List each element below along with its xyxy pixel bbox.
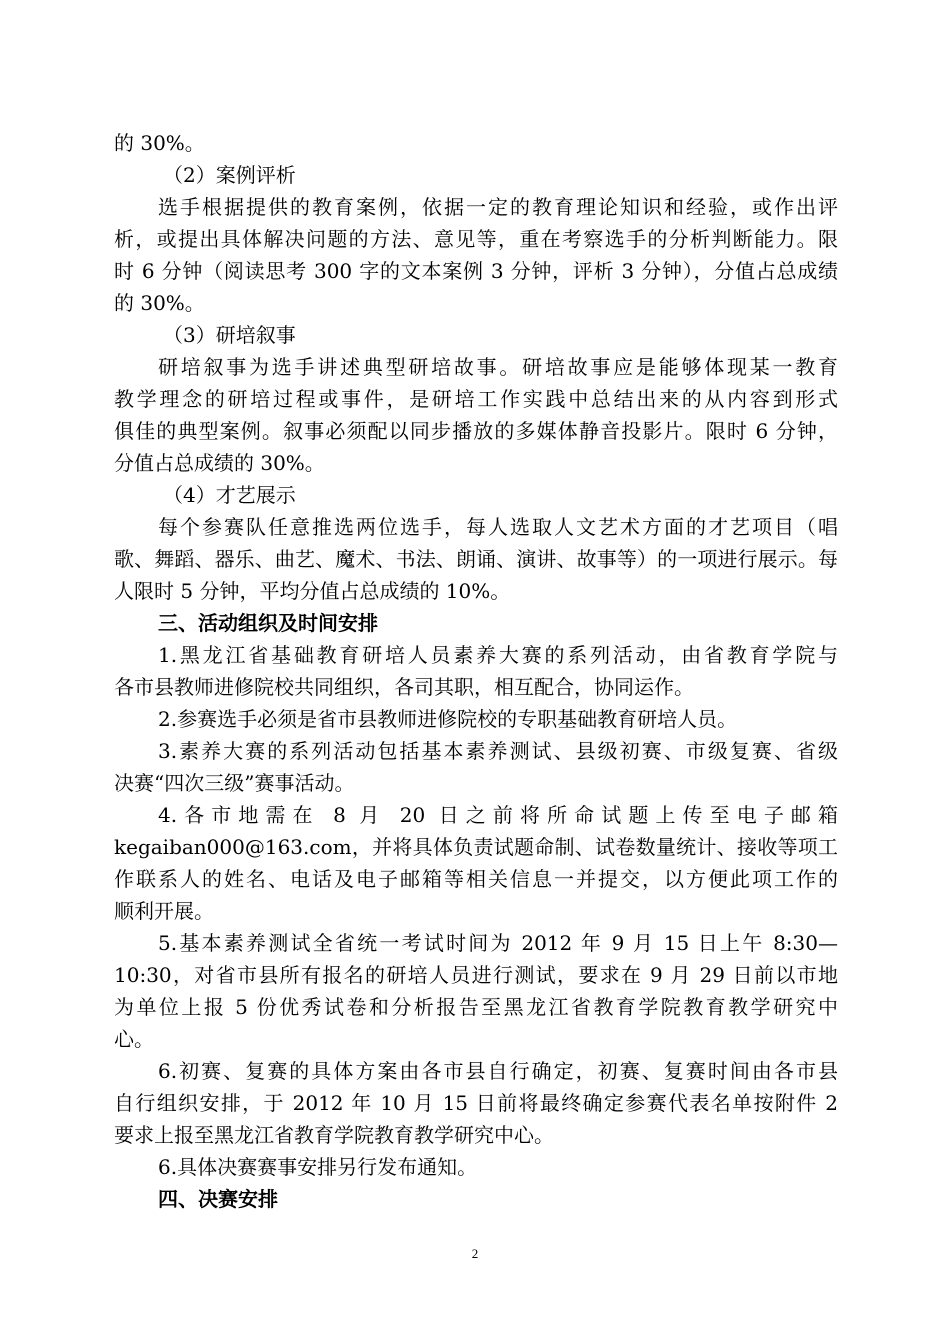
section-heading-organization: 三、活动组织及时间安排: [158, 611, 378, 635]
subheading-talent-show: （4）才艺展示: [163, 483, 296, 507]
paragraph-line: 心。: [114, 1027, 154, 1051]
subheading-narrative: （3）研培叙事: [163, 323, 296, 347]
paragraph-line: 人限时 5 分钟，平均分值占总成绩的 10%。: [114, 579, 511, 603]
paragraph-line: 自行组织安排，于 2012 年 10 月 15 日前将最终确定参赛代表名单按附件 2: [114, 1091, 838, 1115]
paragraph-line: 决赛“四次三级”赛事活动。: [114, 771, 355, 795]
paragraph-line: 每个参赛队任意推选两位选手，每人选取人文艺术方面的才艺项目（唱: [158, 515, 838, 539]
paragraph-line: 的 30%。: [114, 291, 205, 315]
paragraph-line: 选手根据提供的教育案例，依据一定的教育理论知识和经验，或作出评: [158, 195, 838, 219]
paragraph-line: 的 30%。: [114, 131, 205, 155]
paragraph-line: 4.各市地需在 8 月 20 日之前将所命试题上传至电子邮箱: [158, 803, 838, 827]
paragraph-line: 歌、舞蹈、器乐、曲艺、魔术、书法、朗诵、演讲、故事等）的一项进行展示。每: [114, 547, 838, 571]
paragraph-line: 为单位上报 5 份优秀试卷和分析报告至黑龙江省教育学院教育教学研究中: [114, 995, 838, 1019]
paragraph-line: 3.素养大赛的系列活动包括基本素养测试、县级初赛、市级复赛、省级: [158, 739, 838, 763]
paragraph-line: 时 6 分钟（阅读思考 300 字的文本案例 3 分钟，评析 3 分钟），分值占总成绩: [114, 259, 838, 283]
paragraph-line: 作联系人的姓名、电话及电子邮箱等相关信息一并提交，以方便此项工作的: [114, 867, 838, 891]
paragraph-line: 析，或提出具体解决问题的方法、意见等，重在考察选手的分析判断能力。限: [114, 227, 838, 251]
paragraph-line: 分值占总成绩的 30%。: [114, 451, 325, 475]
paragraph-line: 2.参赛选手必须是省市县教师进修院校的专职基础教育研培人员。: [158, 707, 738, 731]
section-heading-finals: 四、决赛安排: [158, 1187, 278, 1211]
paragraph-line: 研培叙事为选手讲述典型研培故事。研培故事应是能够体现某一教育: [158, 355, 838, 379]
subheading-case-review: （2）案例评析: [163, 163, 296, 187]
paragraph-line: 6.初赛、复赛的具体方案由各市县自行确定，初赛、复赛时间由各市县: [158, 1059, 838, 1083]
paragraph-line: 5.基本素养测试全省统一考试时间为 2012 年 9 月 15 日上午 8:30—: [158, 931, 838, 955]
paragraph-line: 1.黑龙江省基础教育研培人员素养大赛的系列活动，由省教育学院与: [158, 643, 838, 667]
paragraph-line: kegaiban000@163.com，并将具体负责试题命制、试卷数量统计、接收等项工: [114, 835, 838, 859]
paragraph-line: 教学理念的研培过程或事件，是研培工作实践中总结出来的从内容到形式: [114, 387, 838, 411]
page-number: 2: [471, 1246, 479, 1261]
paragraph-line: 6.具体决赛赛事安排另行发布通知。: [158, 1155, 478, 1179]
paragraph-line: 10:30，对省市县所有报名的研培人员进行测试，要求在 9 月 29 日前以市地: [114, 963, 838, 987]
paragraph-line: 顺利开展。: [114, 899, 214, 923]
paragraph-line: 俱佳的典型案例。叙事必须配以同步播放的多媒体静音投影片。限时 6 分钟，: [114, 419, 838, 443]
paragraph-line: 各市县教师进修院校共同组织，各司其职，相互配合，协同运作。: [114, 675, 694, 699]
paragraph-line: 要求上报至黑龙江省教育学院教育教学研究中心。: [114, 1123, 554, 1147]
